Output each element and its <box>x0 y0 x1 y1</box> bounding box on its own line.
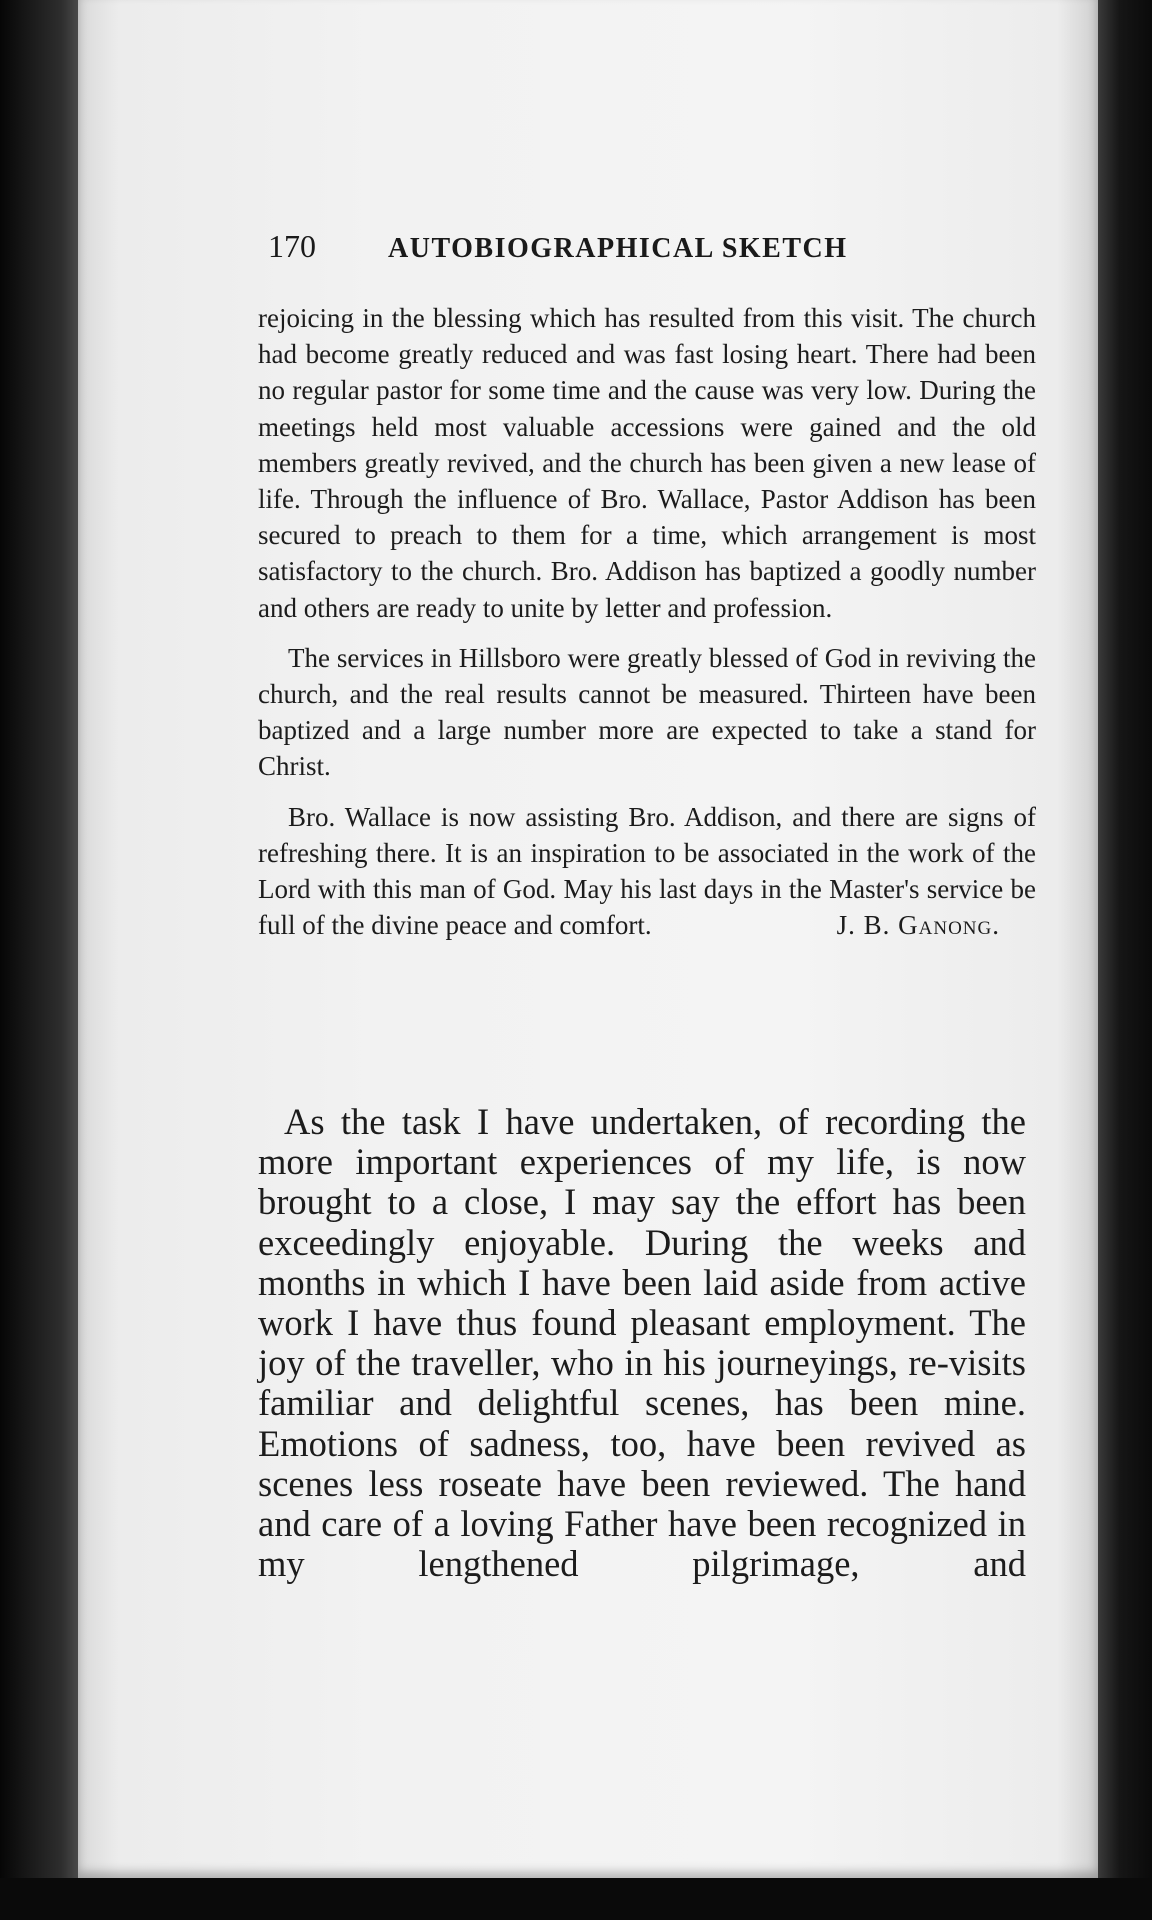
page-edge-right <box>1098 0 1152 1920</box>
letter-paragraph-3: Bro. Wallace is now assisting Bro. Addison, and there are signs of refreshing there. It is an inspiration to be associated in the work of the Lord with this man of God. May his last days in the Master's service be full of the divine peace and comfort. <box>258 801 1036 941</box>
running-header <box>268 228 898 272</box>
letter-paragraph-2: The services in Hillsboro were greatly blessed of God in reviving the church, and the real results cannot be measured. Thirteen have been baptized and a large number more are expected to take a stand for Christ. <box>258 642 1036 782</box>
page-number: 170 <box>268 228 316 264</box>
closing-paragraph: As the task I have undertaken, of recording the more important experiences of my life, is now brought to a close, I may say the effort has been exceedingly enjoyable. During the weeks and months in which I have been laid aside from active work I have thus found pleasant employment. The joy of the traveller, who in his journeyings, re-visits familiar and delightful scenes, has been mine. Emotions of sadness, too, have been revived as scenes less roseate have been reviewed. The hand and care of a loving Father have been recognized in my lengthened pilgrimage, and <box>258 1101 1026 1585</box>
book-spine-shadow <box>0 0 88 1920</box>
page-title: AUTOBIOGRAPHICAL SKETCH <box>388 233 848 264</box>
letter-paragraph-1: rejoicing in the blessing which has resulted from this visit. The church had become greatly reduced and was fast losing heart. There had been no regular pastor for some time and the cause was very low. During the meetings held most valuable accessions were gained and the old members greatly revived, and the church has been given a new lease of life. Through the influence of Bro. Wallace, Pastor Addison has been secured to preach to them for a time, which arrangement is most satisfactory to the church. Bro. Addison has baptized a goodly number and others are ready to unite by letter and profession. <box>258 303 1036 623</box>
letter-signature: J. B. Ganong. <box>836 910 1000 941</box>
letter-excerpt <box>258 300 1036 944</box>
page-edge-bottom <box>0 1878 1152 1920</box>
